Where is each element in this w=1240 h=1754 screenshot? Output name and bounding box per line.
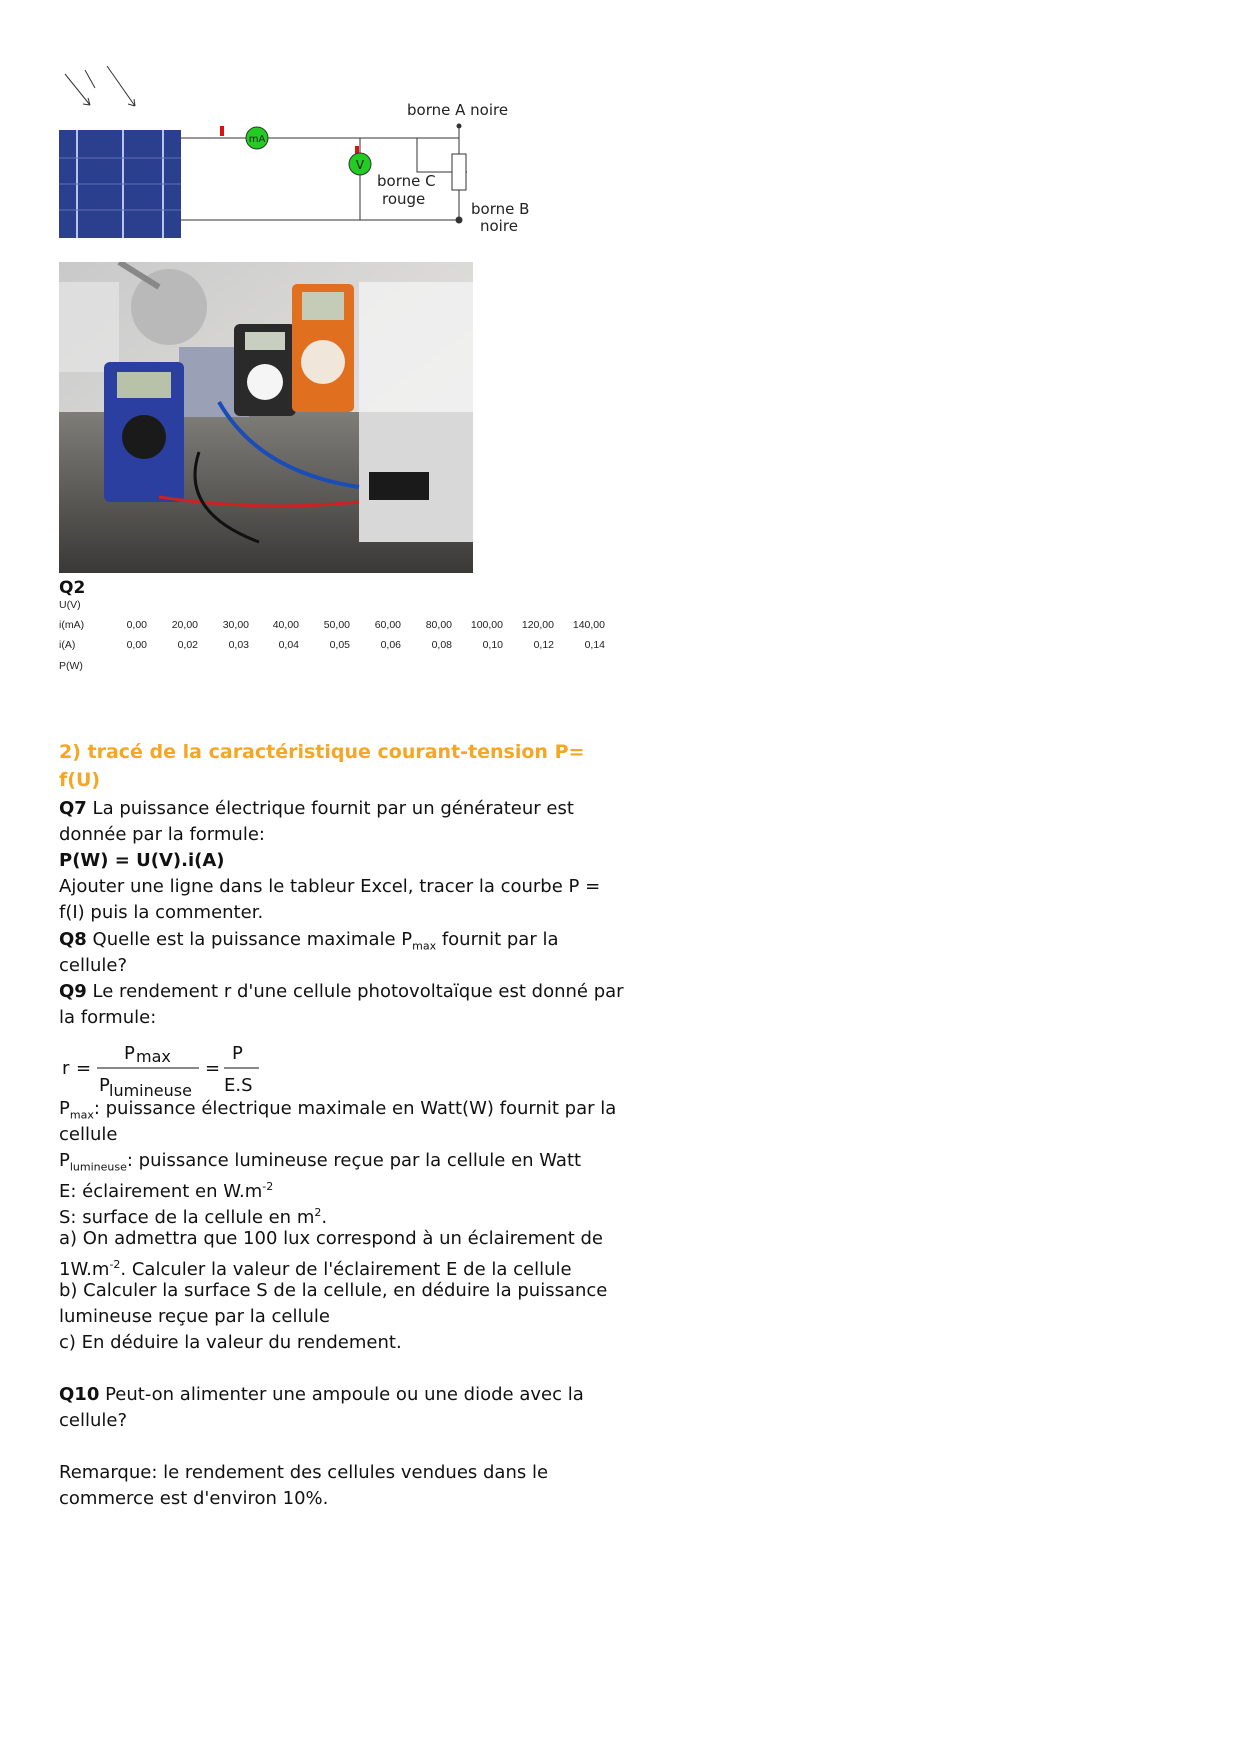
table-cell: 0,10 — [482, 639, 503, 651]
svg-text:lumineuse: lumineuse — [109, 1081, 192, 1100]
q7-label: Q7 — [59, 798, 87, 819]
table-cell: 0,06 — [380, 639, 401, 651]
label-borne-b: borne B — [471, 200, 530, 218]
svg-text:max: max — [136, 1047, 171, 1066]
section-heading: 2) tracé de la caractéristique courant-tension P= — [59, 741, 585, 763]
ammeter-icon — [246, 127, 268, 149]
q7-formula: P(W) = U(V).i(A) — [59, 850, 225, 871]
svg-text:r: r — [62, 1058, 70, 1079]
table-cell: 0,08 — [431, 639, 452, 651]
q9-label: Q9 — [59, 981, 87, 1002]
q7-line-3: Ajouter une ligne dans le tableur Excel, tracer la courbe P = — [59, 876, 601, 897]
circuit-diagram — [55, 58, 555, 248]
table-cell: 50,00 — [323, 619, 350, 631]
q7-line-2: donnée par la formule: — [59, 824, 265, 845]
table-row-label: i(mA) — [59, 619, 85, 631]
label-borne-a: borne A noire — [407, 101, 509, 119]
table-cell: 0,00 — [126, 619, 147, 631]
table-row-label: U(V) — [59, 599, 81, 611]
q10-line-2: cellule? — [59, 1410, 128, 1431]
table-cell: 100,00 — [470, 619, 503, 631]
table-cell: 0,05 — [329, 639, 350, 651]
svg-text:V: V — [355, 158, 365, 172]
lamp — [131, 269, 207, 345]
table-cell: 60,00 — [374, 619, 401, 631]
q2-label: Q2 — [59, 578, 86, 598]
table-cell: 0,02 — [177, 639, 198, 651]
table-cell: 0,04 — [278, 639, 299, 651]
svg-text:P: P — [99, 1075, 110, 1096]
experiment-photo — [59, 262, 473, 573]
q10-label: Q10 — [59, 1384, 100, 1405]
label-rouge: rouge — [382, 190, 426, 208]
q9-def-pmax: $P_{max}$: puissance électrique maximale en Watt(W) fournit par la — [59, 1098, 617, 1122]
voltmeter-icon — [349, 153, 371, 175]
red-terminal-marker — [220, 126, 224, 136]
q8-line-1: Q8 Quelle est la puissance maximale $P_{max}$ fournit par la — [59, 929, 559, 953]
q9-line-2: la formule: — [59, 1007, 157, 1028]
section-heading-cont: f(U) — [59, 769, 101, 791]
table-cell: 0,00 — [126, 639, 147, 651]
label-noire: noire — [480, 217, 518, 235]
q9-part-b-cont: lumineuse reçue par la cellule — [59, 1306, 330, 1327]
q9-part-a-cont: $1W.m^{-2}$. Calculer la valeur de l'éclairement E de la cellule — [59, 1258, 572, 1280]
q7-line-4: f(I) puis la commenter. — [59, 902, 264, 923]
remark-line-2: commerce est d'environ 10%. — [59, 1488, 329, 1509]
table-cell: 0,14 — [584, 639, 605, 651]
table-cell: 30,00 — [222, 619, 249, 631]
solar-panel — [59, 130, 181, 238]
q8-line-2: cellule? — [59, 955, 128, 976]
q9-def-e: E: éclairement en $W.m^{-2}$ — [59, 1180, 274, 1202]
svg-text:=: = — [76, 1058, 92, 1079]
table-cell: 0,03 — [228, 639, 249, 651]
table-cell: 140,00 — [572, 619, 605, 631]
table-row-label: P(W) — [59, 660, 83, 672]
efficiency-formula — [59, 1035, 299, 1103]
table-cell: 20,00 — [171, 619, 198, 631]
table-cell: 40,00 — [272, 619, 299, 631]
svg-text:E.S: E.S — [224, 1075, 253, 1096]
table-cell: 0,12 — [533, 639, 554, 651]
svg-text:mA: mA — [248, 134, 266, 145]
resistor-box — [369, 472, 429, 500]
q10-line-1: Q10 Peut-on alimenter une ampoule ou une diode avec la — [59, 1384, 584, 1405]
table-cell: 80,00 — [425, 619, 452, 631]
q7-line-1: Q7 La puissance électrique fournit par un générateur est — [59, 798, 574, 819]
remark-line-1: Remarque: le rendement des cellules vendues dans le — [59, 1462, 549, 1483]
svg-text:P: P — [124, 1043, 135, 1064]
light-arrows — [65, 66, 135, 106]
q8-label: Q8 — [59, 929, 87, 950]
q9-def-s: S: surface de la cellule en $m^2$. — [59, 1206, 328, 1228]
label-borne-c: borne C — [377, 172, 436, 190]
table-cell: 120,00 — [521, 619, 554, 631]
svg-text:=: = — [205, 1058, 221, 1079]
q9-part-c: c) En déduire la valeur du rendement. — [59, 1332, 402, 1353]
q9-line-1: Q9 Le rendement r d'une cellule photovoltaïque est donné par — [59, 981, 624, 1002]
q9-def-plum: $P_{lumineuse}$: puissance lumineuse reçue par la cellule en Watt — [59, 1150, 582, 1174]
q9-part-b: b) Calculer la surface S de la cellule, en déduire la puissance — [59, 1280, 608, 1301]
q9-def-pmax-cont: cellule — [59, 1124, 118, 1145]
svg-text:P: P — [232, 1043, 243, 1064]
table-row-label: i(A) — [59, 639, 76, 651]
q9-part-a: a) On admettra que 100 lux correspond à un éclairement de — [59, 1228, 604, 1249]
